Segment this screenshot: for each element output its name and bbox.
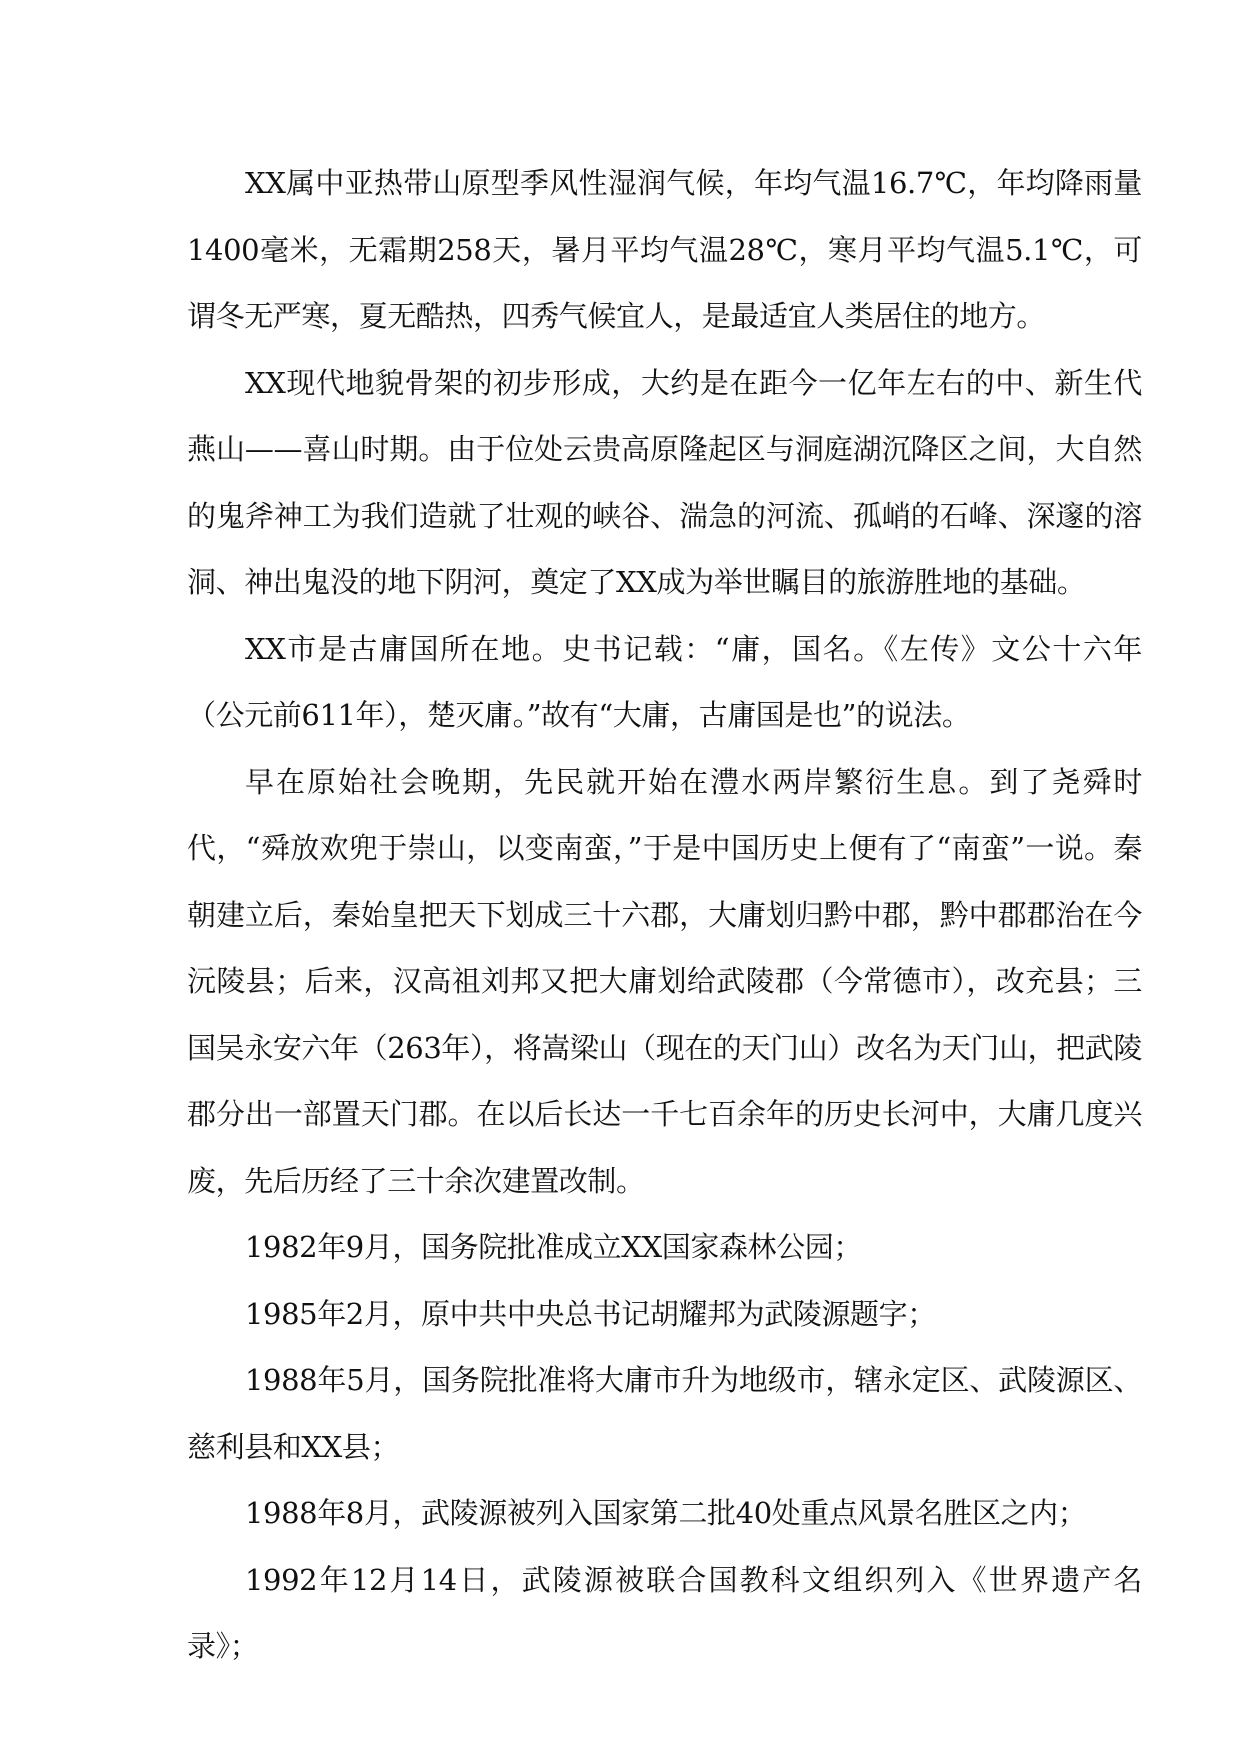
paragraph-event-1982: 1982年9月，国务院批准成立XX国家森林公园； — [245, 1230, 862, 1264]
paragraph-event-1988-aug: 1988年8月，武陵源被列入国家第二批40处重点风景名胜区之内； — [245, 1496, 1087, 1530]
paragraph-yong-state: XX市是古庸国所在地。史书记载：“庸，国名。《左传》文公十六年（公元前611年），楚灭庸。”故有“大庸，古庸国是也”的说法。 — [187, 631, 1142, 732]
paragraph-climate: XX属中亚热带山原型季风性湿润气候，年均气温16.7℃，年均降雨量1400毫米，无霜期258天，暑月平均气温28℃，寒月平均气温5.1℃，可谓冬无严寒，夏无酷热，四秀气候宜人，是最适宜人类居住的地方。 — [187, 166, 1142, 333]
paragraph-event-1985: 1985年2月，原中共中央总书记胡耀邦为武陵源题字； — [245, 1296, 936, 1331]
paragraph-event-1988-may: 1988年5月，国务院批准将大庸市升为地级市，辖永定区、武陵源区、慈利县和XX县； — [187, 1363, 1142, 1464]
paragraph-landform: XX现代地貌骨架的初步形成，大约是在距今一亿年左右的中、新生代燕山——喜山时期。由于位处云贵高原隆起区与洞庭湖沉降区之间，大自然的鬼斧神工为我们造就了壮观的峡谷、湍急的河流、孤峭的石峰、深邃的溶洞、神出鬼没的地下阴河，奠定了XX成为举世瞩目的旅游胜地的基础。 — [187, 365, 1142, 599]
paragraph-event-1992: 1992年12月14日，武陵源被联合国教科文组织列入《世界遗产名录》； — [187, 1562, 1142, 1663]
paragraph-history: 早在原始社会晚期，先民就开始在澧水两岸繁衍生息。到了尧舜时代，“舜放欢兜于崇山，以变南蛮，”于是中国历史上便有了“南蛮”一说。秦朝建立后，秦始皇把天下划成三十六郡，大庸划归黔中郡，黔中郡郡治在今沅陵县；后来，汉高祖刘邦又把大庸划给武陵郡（今常德市），改充县；三国吴永安六年（263年），将嵩梁山（现在的天门山）改名为天门山，把武陵郡分出一部置天门郡。在以后长达一千七百余年的历史长河中，大庸几度兴废，先后历经了三十余次建置改制。 — [187, 764, 1142, 1198]
document-body — [187, 150, 1142, 1680]
